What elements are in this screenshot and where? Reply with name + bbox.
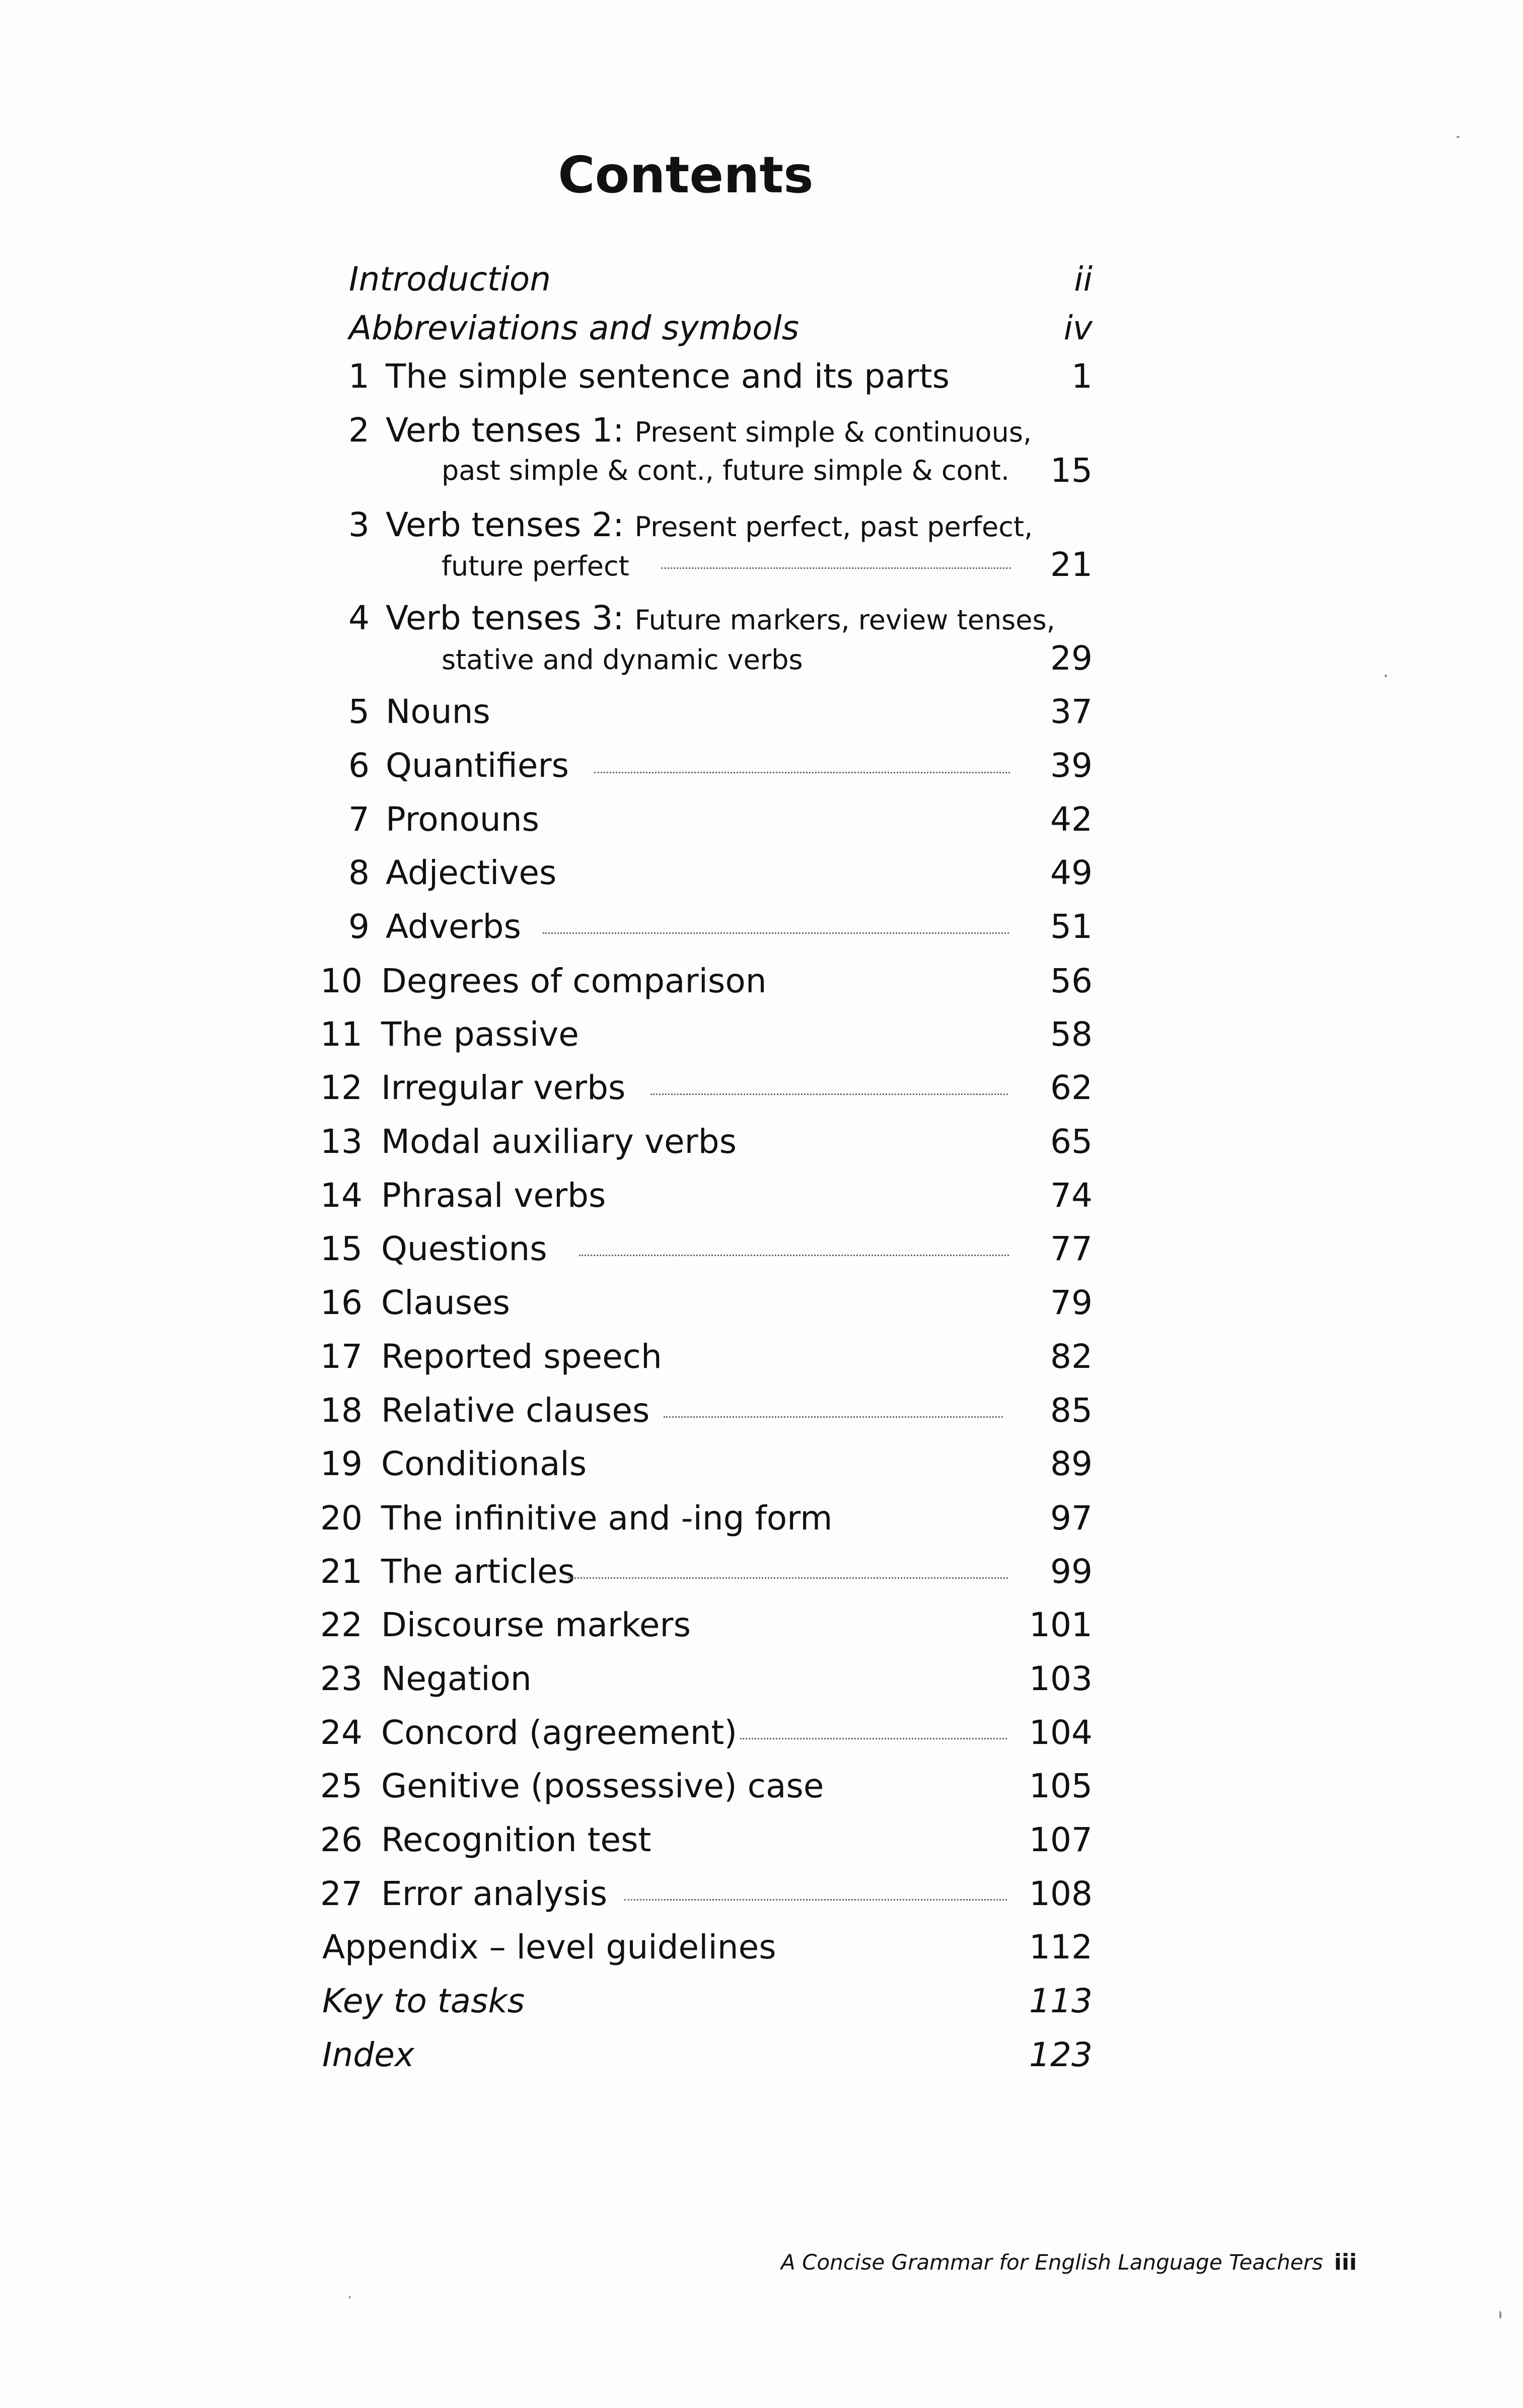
- toc-chapter-page: 82: [1050, 1337, 1093, 1376]
- toc-entry-key-label: Key to tasks: [322, 1982, 525, 2020]
- toc-chapter-label: Reported speech: [381, 1337, 662, 1376]
- dotted-leader: [543, 932, 1009, 934]
- toc-chapter-label: Verb tenses 2: Present perfect, past perfect,: [386, 505, 1033, 544]
- toc-chapter-number: 17: [320, 1337, 362, 1376]
- toc-chapter-label: The simple sentence and its parts: [386, 357, 950, 396]
- toc-chapter-label: Clauses: [381, 1283, 511, 1322]
- toc-chapter-label: Verb tenses 3: Future markers, review tenses,: [386, 599, 1055, 637]
- toc-chapter-number: 7: [348, 800, 370, 839]
- toc-chapter-number: 21: [320, 1552, 362, 1591]
- toc-chapter-number: 23: [320, 1659, 362, 1698]
- toc-chapter-number: 1: [348, 357, 370, 396]
- dotted-leader: [579, 1255, 1009, 1256]
- toc-chapter-page: 37: [1050, 692, 1093, 731]
- toc-chapter-label: The passive: [381, 1015, 579, 1054]
- toc-chapter-number: 4: [348, 599, 370, 637]
- toc-chapter-page: 42: [1050, 800, 1093, 839]
- toc-entry-key-page: 113: [1029, 1982, 1093, 2020]
- toc-chapter-number: 10: [320, 962, 362, 1000]
- toc-chapter-number: 9: [348, 907, 370, 946]
- toc-chapter-page: 97: [1050, 1499, 1093, 1538]
- toc-entry-index-page: 123: [1029, 2035, 1093, 2074]
- scan-speck: [1499, 2311, 1501, 2319]
- toc-chapter-page: 56: [1050, 962, 1093, 1000]
- page-number: iii: [1334, 2249, 1357, 2275]
- toc-chapter-number: 26: [320, 1820, 362, 1859]
- toc-chapter-page: 105: [1029, 1767, 1093, 1805]
- toc-chapter-page: 104: [1029, 1713, 1093, 1752]
- toc-chapter-page: 39: [1050, 746, 1093, 785]
- dotted-leader: [740, 1738, 1007, 1739]
- scan-speck: [349, 2296, 350, 2299]
- book-title: A Concise Grammar for English Language Teachers: [780, 2250, 1323, 2275]
- toc-chapter-page: 85: [1050, 1391, 1093, 1430]
- toc-chapter-label: Discourse markers: [381, 1606, 691, 1644]
- toc-chapter-number: 11: [320, 1015, 362, 1054]
- dotted-leader: [568, 1577, 1008, 1579]
- toc-chapter-label: Irregular verbs: [381, 1068, 626, 1107]
- page-title: Contents: [558, 145, 814, 204]
- toc-chapter-page: 62: [1050, 1068, 1093, 1107]
- toc-chapter-number: 19: [320, 1444, 362, 1483]
- toc-chapter-label: The articles: [381, 1552, 575, 1591]
- toc-chapter-number: 18: [320, 1391, 362, 1430]
- toc-chapter-page: 74: [1050, 1176, 1093, 1215]
- toc-chapter-page: 51: [1050, 907, 1093, 946]
- toc-chapter-page: 79: [1050, 1283, 1093, 1322]
- toc-chapter-number: 2: [348, 411, 370, 450]
- toc-chapter-page: 101: [1029, 1606, 1093, 1644]
- toc-chapter-page: 99: [1050, 1552, 1093, 1591]
- toc-chapter-page: 65: [1050, 1122, 1093, 1161]
- toc-entry-introduction-label: Introduction: [349, 260, 551, 299]
- toc-chapter-page: 103: [1029, 1659, 1093, 1698]
- toc-chapter-number: 3: [348, 505, 370, 544]
- toc-chapter-number: 16: [320, 1283, 362, 1322]
- toc-entry-abbreviations-page: iv: [1063, 309, 1093, 347]
- toc-chapter-number: 22: [320, 1606, 362, 1644]
- toc-chapter-subtopics-continued: stative and dynamic verbs: [442, 644, 803, 676]
- toc-chapter-number: 27: [320, 1874, 362, 1913]
- toc-chapter-page: 29: [1050, 639, 1093, 678]
- toc-chapter-label: Error analysis: [381, 1874, 608, 1913]
- toc-entry-appendix-page: 112: [1029, 1928, 1093, 1966]
- toc-chapter-number: 6: [348, 746, 370, 785]
- toc-chapter-page: 15: [1050, 451, 1093, 490]
- toc-chapter-label: Recognition test: [381, 1820, 651, 1859]
- dotted-leader: [594, 772, 1010, 773]
- scan-speck: [1457, 136, 1460, 138]
- toc-chapter-subtopics: Future markers, review tenses,: [634, 604, 1055, 636]
- toc-chapter-label: Questions: [381, 1229, 547, 1268]
- toc-entry-index-label: Index: [322, 2035, 414, 2074]
- toc-chapter-subtopics: Present simple & continuous,: [634, 416, 1032, 448]
- toc-chapter-label: The infinitive and -ing form: [381, 1499, 833, 1538]
- toc-chapter-label: Modal auxiliary verbs: [381, 1122, 737, 1161]
- page-footer: [781, 2249, 1357, 2275]
- toc-chapter-number: 13: [320, 1122, 362, 1161]
- toc-chapter-page: 107: [1029, 1820, 1093, 1859]
- dotted-leader: [664, 1416, 1003, 1418]
- toc-chapter-label: Relative clauses: [381, 1391, 650, 1430]
- scan-speck: [1385, 675, 1387, 677]
- toc-chapter-label: Negation: [381, 1659, 532, 1698]
- dotted-leader: [661, 567, 1011, 569]
- toc-chapter-label: Adverbs: [386, 907, 521, 946]
- toc-chapter-subtopics-continued: future perfect: [442, 550, 629, 582]
- toc-chapter-number: 15: [320, 1229, 362, 1268]
- toc-chapter-page: 108: [1029, 1874, 1093, 1913]
- dotted-leader: [650, 1093, 1008, 1095]
- toc-entry-introduction-page: ii: [1074, 260, 1093, 299]
- toc-chapter-number: 8: [348, 853, 370, 892]
- toc-chapter-label: Nouns: [386, 692, 490, 731]
- toc-chapter-label: Verb tenses 1: Present simple & continuous,: [386, 411, 1032, 450]
- toc-chapter-label: Concord (agreement): [381, 1713, 738, 1752]
- toc-chapter-page: 89: [1050, 1444, 1093, 1483]
- toc-chapter-label: Adjectives: [386, 853, 557, 892]
- toc-chapter-label: Degrees of comparison: [381, 962, 767, 1000]
- toc-chapter-label: Pronouns: [386, 800, 539, 839]
- toc-chapter-label: Phrasal verbs: [381, 1176, 606, 1215]
- toc-chapter-page: 58: [1050, 1015, 1093, 1054]
- toc-chapter-label: Genitive (possessive) case: [381, 1767, 824, 1805]
- dotted-leader: [624, 1899, 1007, 1901]
- toc-chapter-page: 21: [1050, 545, 1093, 584]
- toc-entry-abbreviations-label: Abbreviations and symbols: [349, 309, 800, 347]
- toc-chapter-label: Conditionals: [381, 1444, 587, 1483]
- toc-chapter-page: 1: [1071, 357, 1093, 396]
- toc-chapter-page: 49: [1050, 853, 1093, 892]
- toc-chapter-page: 77: [1050, 1229, 1093, 1268]
- toc-chapter-number: 12: [320, 1068, 362, 1107]
- toc-chapter-subtopics-continued: past simple & cont., future simple & cont.: [442, 455, 1010, 486]
- toc-chapter-number: 20: [320, 1499, 362, 1538]
- toc-chapter-number: 14: [320, 1176, 362, 1215]
- toc-chapter-label: Quantifiers: [386, 746, 569, 785]
- toc-entry-appendix-label: Appendix – level guidelines: [322, 1928, 776, 1966]
- toc-chapter-subtopics: Present perfect, past perfect,: [634, 511, 1033, 543]
- toc-chapter-number: 24: [320, 1713, 362, 1752]
- toc-chapter-number: 5: [348, 692, 370, 731]
- toc-chapter-number: 25: [320, 1767, 362, 1805]
